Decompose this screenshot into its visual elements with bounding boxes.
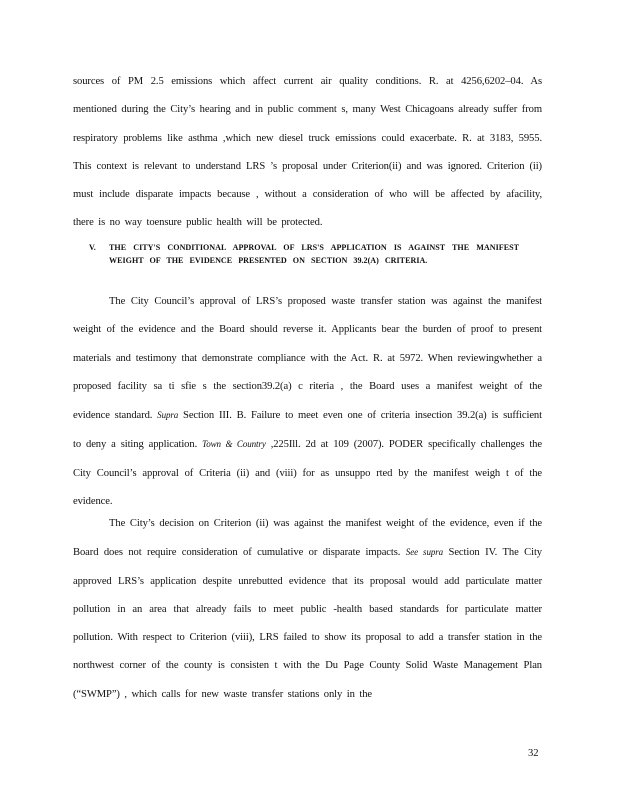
citation-town-country: Town & Country: [202, 439, 266, 450]
citation-see-supra: See supra: [405, 547, 444, 558]
section-title: THE CITY'S CONDITIONAL APPROVAL OF LRS'S APPLICATION IS AGAINST THE MANIFEST WEIGHT OF THE EVIDENCE PRESENTED ON SECTION 39.2(A) CRITERIA.: [109, 243, 519, 266]
paragraph-3-text-1: The City’s decision on Criterion (ii) was against the manifest weight of the evidence, even if the Board does not require consideration of cumulative or disparate impacts.: [73, 518, 542, 559]
body-paragraph-2: [73, 288, 542, 516]
section-heading: [89, 241, 519, 268]
page-number: 32: [528, 748, 539, 759]
citation-supra: Supra: [157, 410, 179, 421]
body-paragraph-3: [73, 510, 542, 709]
paragraph-2-text-2: Section III. B. Failure to meet even one of criteria insection 39.2(a) is sufficient to deny a siting application.: [73, 410, 542, 451]
body-paragraph-1: sources of PM 2.5 emissions which affect current air quality conditions. R. at 4256,6202–04. As mentioned during the City’s hearing and in public comment s, many West Chicagoans already suffer from respiratory problems like asthma ,which new diesel truck emissions could exacerbate. R. at 3183, 5955. This context is relevant to understand LRS ’s proposal under Criterion(ii) and was ignored. Criterion (ii) must include disparate impacts because , without a consideration of who will be affected by afacility, there is no way toensure public health will be protected.: [73, 76, 542, 229]
paragraph-2-text-1: The City Council’s approval of LRS’s proposed waste transfer station was against the manifest weight of the evidence and the Board should reverse it. Applicants bear the burden of proof to present materials and testimony that demonstrate compliance with the Act. R. at 5972. When reviewingwhether a proposed facility sa ti sfie s the section39.2(a) c riteria , the Board uses a manifest weight of the evidence standard.: [73, 296, 542, 422]
paragraph-3-text-2: Section IV. The City approved LRS’s application despite unrebutted evidence that its proposal would add particulate matter pollution in an area that already fails to meet public -health based standards for particulate matter pollution. With respect to Criterion (viii), LRS failed to show its proposal to add a transfer station in the northwest corner of the county is consisten t with the Du Page County Solid Waste Management Plan (“SWMP”) , which calls for new waste transfer stations only in the: [73, 547, 542, 700]
paragraph-2-text-3: ,225Ill. 2d at 109 (2007). PODER specifically challenges the City Council’s approval of Criteria (ii) and (viii) for as unsuppo rted by the manifest weigh t of the evidence.: [73, 439, 542, 508]
section-number: V.: [89, 243, 96, 252]
